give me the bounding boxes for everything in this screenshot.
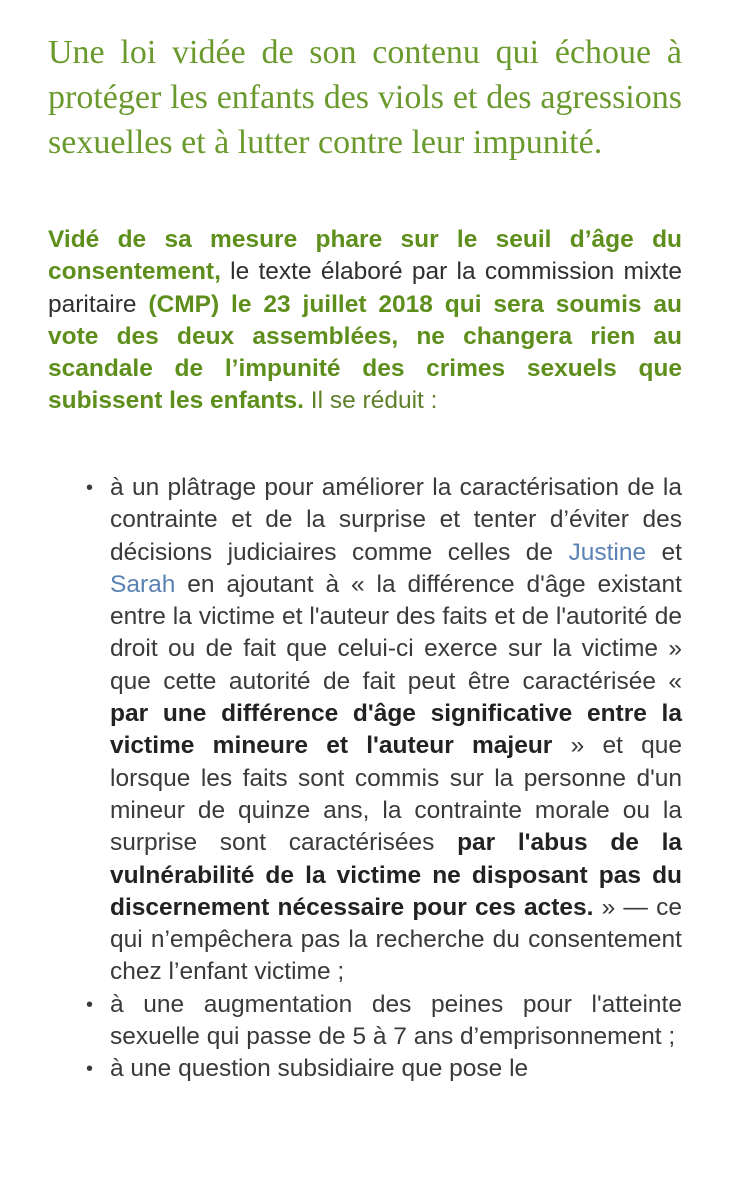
bullet-list	[86, 472, 682, 1086]
sarah-link[interactable]: Sarah	[110, 570, 176, 598]
intro-paragraph	[48, 224, 682, 418]
bullet-1-bold-1: par une différence d'âge significative entre la victime mineure et l'auteur majeur	[110, 700, 682, 760]
bullet-1-bold-2: par l'abus de la vulnérabilité de la victime ne disposant pas du discernement nécessaire pour ces actes.	[110, 829, 682, 921]
list-item-1	[86, 472, 682, 989]
bullet-1-text-2: et	[646, 538, 682, 566]
list-item-2	[86, 989, 682, 1054]
bullet-icon: •	[86, 993, 94, 1016]
intro-text-1: le texte élaboré par la commission mixte paritaire	[48, 258, 682, 318]
bullet-2-text: à une augmentation des peines pour l'atteinte sexuelle qui passe de 5 à 7 ans d’emprisonnement ;	[110, 990, 682, 1051]
bullet-icon: •	[86, 477, 94, 499]
bullet-1-text-1: à un plâtrage pour améliorer la caractérisation de la contrainte et de la surprise et tenter d’éviter des décisions judiciaires comme celles de	[110, 474, 682, 566]
article-title: Une loi vidée de son contenu qui échoue à protéger les enfants des viols et des agressions sexuelles et à lutter contre leur impunité.	[48, 34, 682, 161]
bullet-1-text-5: » — ce qui n’empêchera pas la recherche du consentement chez l’enfant victime ;	[110, 893, 682, 986]
bullet-1-text-4: » et que lorsque les faits sont commis sur la personne d'un mineur de quinze ans, la contrainte morale ou la surprise sont caractérisées	[110, 732, 682, 857]
intro-text-3: Il se réduit :	[303, 387, 438, 415]
bullet-3-text: à une question subsidiaire que pose le	[110, 1055, 529, 1083]
bullet-1-text-3: en ajoutant à « la différence d'âge existant entre la victime et l'auteur des faits et de l'autorité de droit ou de fait que celui-ci exerce sur la victime » que cette autorité de fait peut être caractérisée «	[110, 570, 682, 695]
list-item-3	[86, 1053, 682, 1085]
intro-bold-2: (CMP) le 23 juillet 2018 qui sera soumis au vote des deux assemblées, ne changera rien au scandale de l’impunité des crimes sexuels que subissent les enfants.	[48, 290, 682, 415]
intro-lead-bold: Vidé de sa mesure phare sur le seuil d’âge du consentement,	[48, 226, 682, 286]
bullet-icon: •	[86, 1058, 94, 1081]
justine-link[interactable]: Justine	[568, 538, 647, 566]
